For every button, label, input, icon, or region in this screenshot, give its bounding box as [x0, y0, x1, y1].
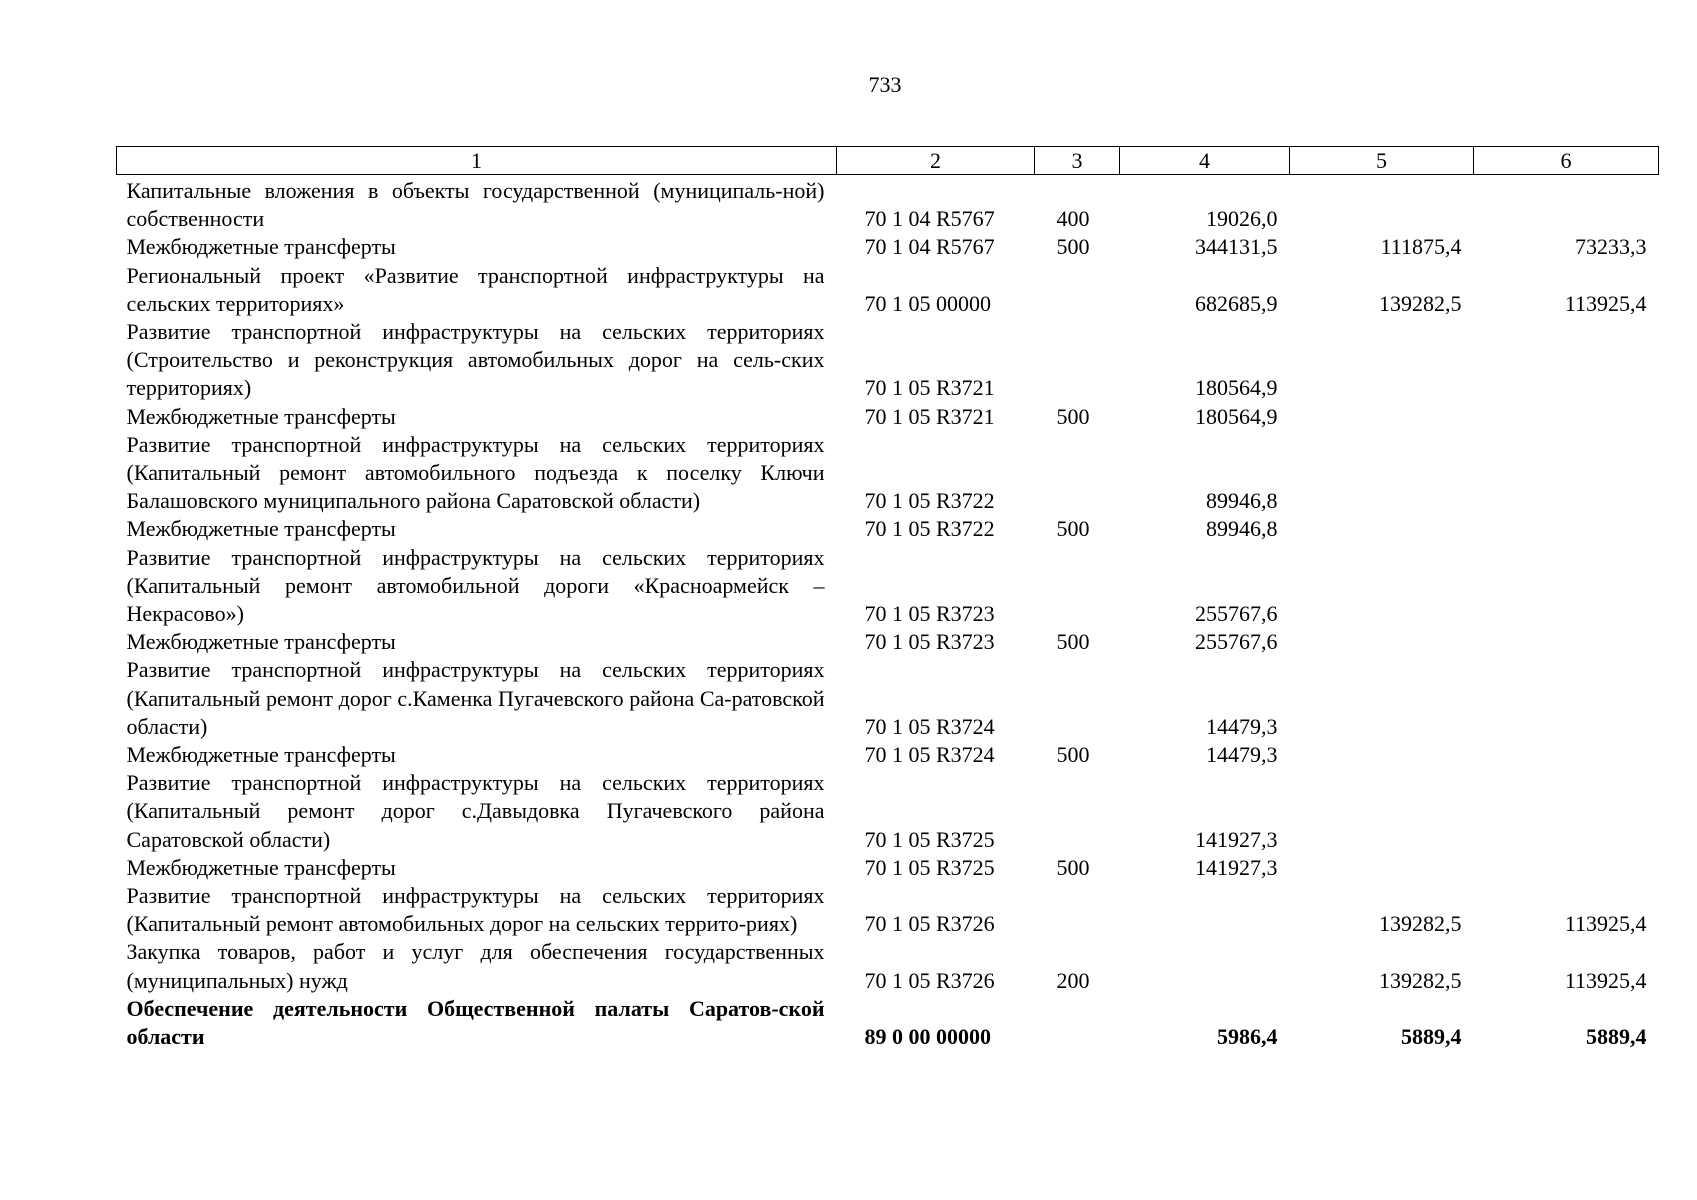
row-value-col6: [1474, 854, 1659, 882]
header-row: [117, 147, 1659, 175]
row-value-col4: 89946,8: [1206, 516, 1278, 542]
row-value-col4: 5986,4: [1217, 1024, 1278, 1050]
row-value-col6: [1474, 175, 1659, 234]
row-value-col6: [1474, 403, 1659, 431]
row-code: 70 1 05 R3723: [864, 629, 995, 655]
row-name: Региональный проект «Развитие транспортной инфраструктуры на сельских территориях»: [126, 262, 825, 316]
table-row: [117, 656, 1659, 741]
row-value-col4: 344131,5: [1195, 234, 1278, 260]
row-value-col5: [1290, 769, 1474, 854]
row-value-col6: [1474, 769, 1659, 854]
header-col-2: 2: [837, 147, 1035, 175]
row-name: Межбюджетные трансферты: [126, 742, 396, 768]
row-code: 70 1 05 R3721: [864, 403, 995, 429]
row-value-col6: 73233,3: [1575, 234, 1647, 260]
header-col-1: 1: [117, 147, 837, 175]
row-value-col6: 5889,4: [1586, 1024, 1647, 1050]
row-code: 89 0 00 00000: [864, 1024, 991, 1050]
row-value-col6: [1474, 318, 1659, 403]
row-value-col6: [1474, 628, 1659, 656]
row-expense-type: [1035, 262, 1120, 318]
table-row: [117, 628, 1659, 656]
row-name: Межбюджетные трансферты: [126, 516, 396, 542]
row-code: 70 1 05 R3724: [864, 713, 995, 739]
row-value-col6: 113925,4: [1564, 290, 1647, 316]
row-expense-type: [1035, 769, 1120, 854]
table-row: [117, 175, 1659, 234]
row-name: Обеспечение деятельности Общественной палаты Саратов-ской области: [126, 995, 825, 1050]
row-value-col5: 139282,5: [1379, 967, 1462, 993]
row-value-col4: 14479,3: [1206, 713, 1278, 739]
row-expense-type: [1035, 882, 1120, 938]
table-row: [117, 262, 1659, 318]
table-row: [117, 233, 1659, 261]
table-row: [117, 938, 1659, 994]
table-row: [117, 431, 1659, 516]
row-value-col6: 113925,4: [1564, 967, 1647, 993]
row-name: Развитие транспортной инфраструктуры на сельских территориях (Капитальный ремонт автомобильных дорог на сельских террито-риях): [126, 883, 825, 937]
page-number: 733: [868, 72, 902, 97]
row-value-col5: [1290, 318, 1474, 403]
header-col-6: 6: [1474, 147, 1659, 175]
row-code: 70 1 05 R3722: [864, 516, 995, 542]
row-code: 70 1 05 R3725: [864, 826, 995, 852]
row-value-col5: [1290, 403, 1474, 431]
row-value-col5: 139282,5: [1379, 911, 1462, 937]
row-name: Межбюджетные трансферты: [126, 629, 396, 655]
row-value-col5: [1290, 175, 1474, 234]
row-value-col4: 255767,6: [1195, 629, 1278, 655]
row-expense-type: 500: [1056, 516, 1090, 542]
row-value-col4: 255767,6: [1195, 601, 1278, 627]
row-value-col5: [1290, 656, 1474, 741]
row-value-col5: [1290, 431, 1474, 516]
row-value-col6: 113925,4: [1564, 911, 1647, 937]
table-body: [117, 175, 1659, 1052]
row-expense-type: [1035, 318, 1120, 403]
row-name: Межбюджетные трансферты: [126, 234, 396, 260]
table-row: [117, 403, 1659, 431]
row-expense-type: 200: [1056, 967, 1090, 993]
row-value-col5: [1290, 544, 1474, 629]
table-header: [117, 147, 1659, 175]
header-col-3: 3: [1035, 147, 1120, 175]
row-expense-type: [1035, 431, 1120, 516]
row-expense-type: 500: [1056, 234, 1090, 260]
row-value-col4: [1120, 882, 1290, 938]
row-value-col4: 89946,8: [1206, 488, 1278, 514]
row-value-col6: [1474, 544, 1659, 629]
row-code: 70 1 05 R3721: [864, 375, 995, 401]
row-expense-type: 400: [1056, 206, 1090, 232]
row-name: Развитие транспортной инфраструктуры на сельских территориях (Капитальный ремонт дорог с.Каменка Пугачевского района Са-ратовской области): [126, 657, 825, 739]
table-row: [117, 515, 1659, 543]
table-row: [117, 318, 1659, 403]
row-expense-type: [1035, 995, 1120, 1051]
row-expense-type: 500: [1056, 854, 1090, 880]
row-value-col5: [1290, 628, 1474, 656]
row-value-col5: 111875,4: [1380, 234, 1462, 260]
row-value-col6: [1474, 741, 1659, 769]
row-value-col6: [1474, 515, 1659, 543]
row-expense-type: [1035, 656, 1120, 741]
row-code: 70 1 05 R3722: [864, 488, 995, 514]
row-value-col5: [1290, 741, 1474, 769]
header-col-5: 5: [1290, 147, 1474, 175]
row-value-col6: [1474, 431, 1659, 516]
row-code: 70 1 05 R3726: [864, 967, 995, 993]
row-value-col4: 14479,3: [1206, 742, 1278, 768]
row-value-col4: 682685,9: [1195, 290, 1278, 316]
row-name: Межбюджетные трансферты: [126, 403, 396, 429]
table-row: [117, 544, 1659, 629]
row-name: Развитие транспортной инфраструктуры на сельских территориях (Капитальный ремонт автомобильного подъезда к поселку Ключи Балашовского муниципального района Саратовской области): [126, 431, 825, 514]
row-expense-type: [1035, 544, 1120, 629]
row-value-col4: 141927,3: [1195, 826, 1278, 852]
row-name: Развитие транспортной инфраструктуры на сельских территориях (Капитальный ремонт автомобильной дороги «Красноармейск – Некрасово»): [126, 544, 825, 627]
row-name: Капитальные вложения в объекты государственной (муниципаль-ной) собственности: [126, 178, 825, 232]
row-code: 70 1 05 00000: [864, 290, 991, 316]
row-value-col5: [1290, 854, 1474, 882]
row-value-col5: 5889,4: [1401, 1024, 1462, 1050]
table-row: [117, 769, 1659, 854]
row-code: 70 1 04 R5767: [864, 234, 995, 260]
row-expense-type: 500: [1056, 742, 1090, 768]
row-code: 70 1 05 R3726: [864, 911, 995, 937]
row-value-col5: [1290, 515, 1474, 543]
table-row: [117, 995, 1659, 1051]
row-value-col4: 180564,9: [1195, 403, 1278, 429]
row-value-col5: 139282,5: [1379, 290, 1462, 316]
row-value-col4: 180564,9: [1195, 375, 1278, 401]
row-name: Развитие транспортной инфраструктуры на сельских территориях (Строительство и реконструкция автомобильных дорог на сель-ских территориях): [126, 319, 825, 401]
row-code: 70 1 05 R3724: [864, 742, 995, 768]
row-value-col4: 19026,0: [1206, 206, 1278, 232]
row-value-col4: 141927,3: [1195, 854, 1278, 880]
budget-table: [116, 146, 1659, 1051]
table-row: [117, 882, 1659, 938]
row-code: 70 1 04 R5767: [864, 206, 995, 232]
row-name: Межбюджетные трансферты: [126, 854, 396, 880]
table-row: [117, 854, 1659, 882]
row-code: 70 1 05 R3723: [864, 601, 995, 627]
table-row: [117, 741, 1659, 769]
row-name: Развитие транспортной инфраструктуры на сельских территориях (Капитальный ремонт дорог с.Давыдовка Пугачевского района Саратовской области): [126, 770, 825, 852]
row-code: 70 1 05 R3725: [864, 854, 995, 880]
row-value-col6: [1474, 656, 1659, 741]
row-name: Закупка товаров, работ и услуг для обеспечения государственных (муниципальных) нужд: [126, 939, 825, 993]
row-value-col4: [1120, 938, 1290, 994]
row-expense-type: 500: [1056, 403, 1090, 429]
row-expense-type: 500: [1056, 629, 1090, 655]
header-col-4: 4: [1120, 147, 1290, 175]
